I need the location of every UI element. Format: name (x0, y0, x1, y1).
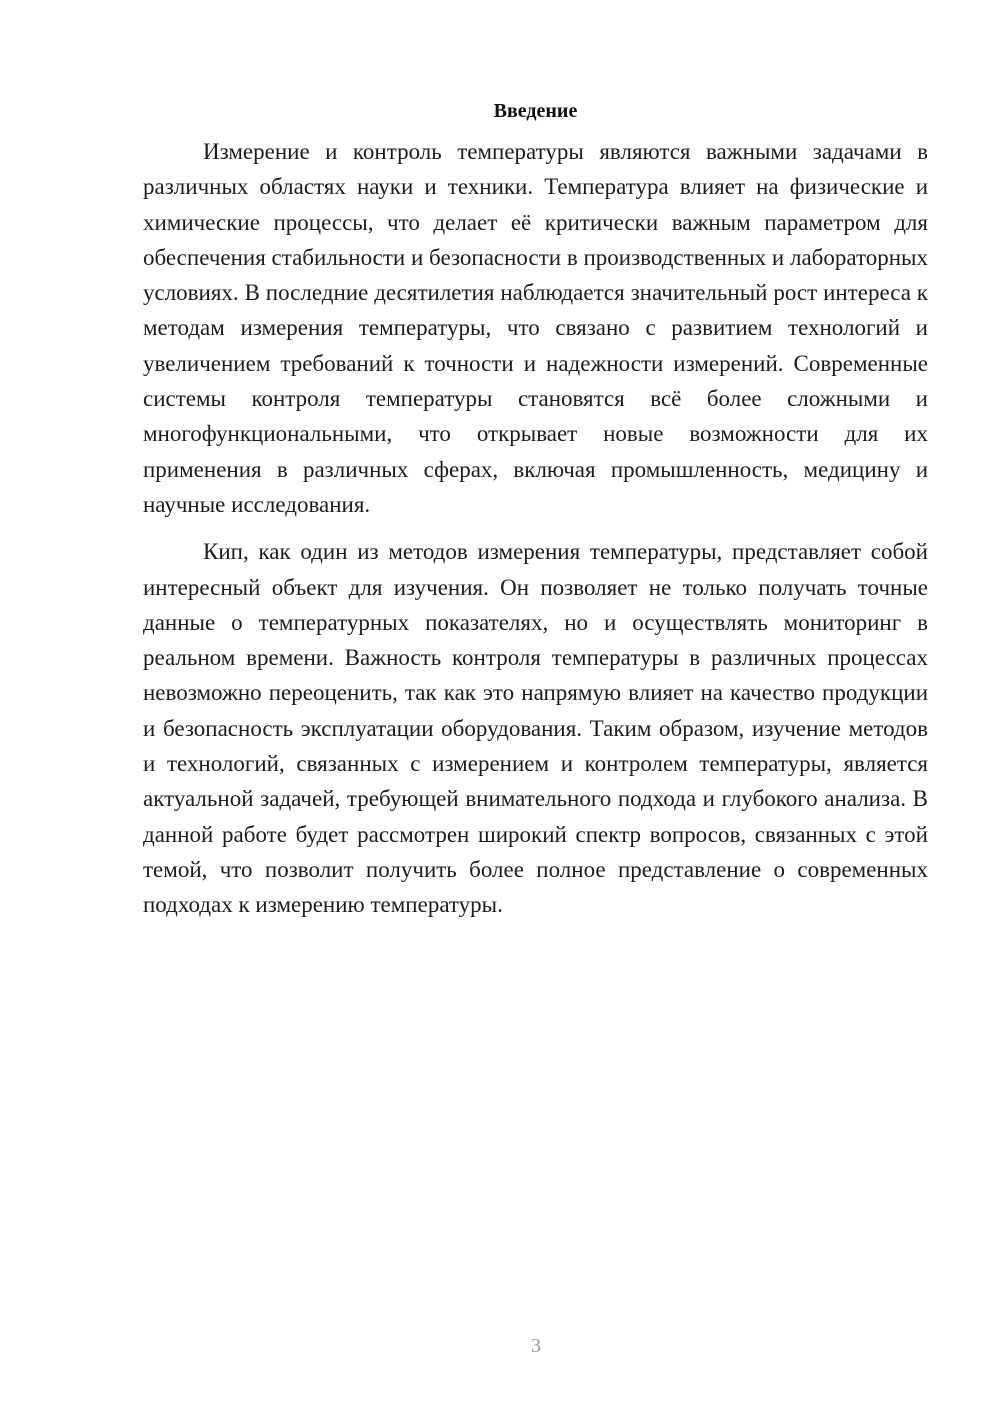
paragraph-2: Кип, как один из методов измерения температуры, представляет собой интересный объект для изучения. Он позволяет не только получать точные данные о температурных показателях, но и осуществлять мониторинг в реальном времени. Важность контроля температуры в различных процессах невозможно переоценить, так как это напрямую влияет на качество продукции и безопасность эксплуатации оборудования. Таким образом, изучение методов и технологий, связанных с измерением и контролем температуры, является актуальной задачей, требующей внимательного подхода и глубокого анализа. В данной работе будет рассмотрен широкий спектр вопросов, связанных с этой темой, что позволит получить более полное представление о современных подходах к измерению температуры. (143, 539, 928, 918)
paragraph-1: Измерение и контроль температуры являются важными задачами в различных областях науки и техники. Температура влияет на физические и химические процессы, что делает её критически важным параметром для обеспечения стабильности и безопасности в производственных и лабораторных условиях. В последние десятилетия наблюдается значительный рост интереса к методам измерения температуры, что связано с развитием технологий и увеличением требований к точности и надежности измерений. Современные системы контроля температуры становятся всё более сложными и многофункциональными, что открывает новые возможности для их применения в различных сферах, включая промышленность, медицину и научные исследования. (143, 139, 928, 517)
section-heading: Введение (493, 100, 578, 122)
page-content (143, 96, 928, 923)
page-number: 3 (531, 1335, 541, 1357)
